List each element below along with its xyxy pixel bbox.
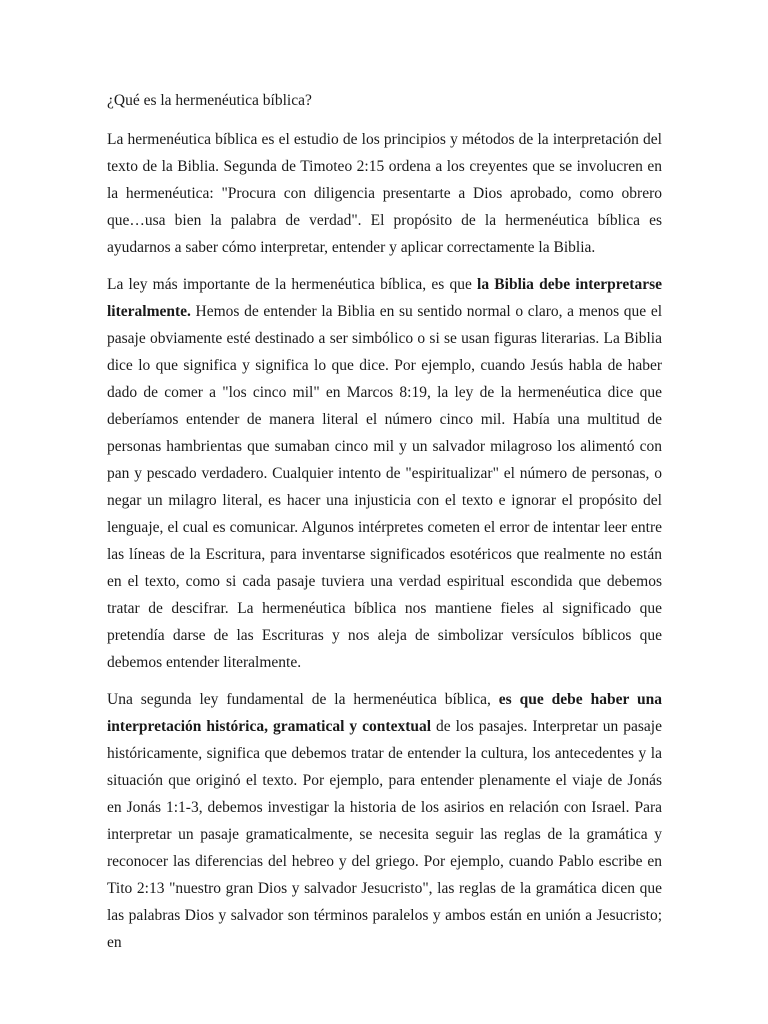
paragraph-2 — [107, 271, 662, 676]
document-heading: ¿Qué es la hermenéutica bíblica? — [107, 92, 312, 109]
paragraph-3 — [107, 686, 662, 956]
paragraph-1: La hermenéutica bíblica es el estudio de los principios y métodos de la interpretación del texto de la Biblia. Segunda de Timoteo 2:15 ordena a los creyentes que se involucren en la hermenéutica: "Procura con diligencia presentarte a Dios aprobado, como obrero que…usa bien la palabra de verdad". El propósito de la hermenéutica bíblica es ayudarnos a saber cómo interpretar, entender y aplicar correctamente la Biblia. — [107, 131, 662, 256]
paragraph-3-bold: es que debe haber una interpretación histórica, gramatical y contextual — [107, 691, 662, 735]
paragraph-2-rest: Hemos de entender la Biblia en su sentido normal o claro, a menos que el pasaje obviamente esté destinado a ser simbólico o si se usan figuras literarias. La Biblia dice lo que significa y significa lo que dice. Por ejemplo, cuando Jesús habla de haber dado de comer a "los cinco mil" en Marcos 8:19, la ley de la hermenéutica dice que deberíamos entender de manera literal el número cinco mil. Había una multitud de personas hambrientas que sumaban cinco mil y un salvador milagroso los alimentó con pan y pescado verdadero. Cualquier intento de "espiritualizar" el número de personas, o negar un milagro literal, es hacer una injusticia con el texto e ignorar el propósito del lenguaje, el cual es comunicar. Algunos intérpretes cometen el error de intentar leer entre las líneas de la Escritura, para inventarse significados esotéricos que realmente no están en el texto, como si cada pasaje tuviera una verdad espiritual escondida que debemos tratar de descifrar. La hermenéutica bíblica nos mantiene fieles al significado que pretendía darse de las Escrituras y nos aleja de simbolizar versículos bíblicos que debemos entender literalmente. — [107, 303, 662, 671]
paragraph-2-intro: La ley más importante de la hermenéutica bíblica, es que — [107, 276, 478, 293]
paragraph-3-rest: de los pasajes. Interpretar un pasaje históricamente, significa que debemos tratar de entender la cultura, los antecedentes y la situación que originó el texto. Por ejemplo, para entender plenamente el viaje de Jonás en Jonás 1:1-3, debemos investigar la historia de los asirios en relación con Israel. Para interpretar un pasaje gramaticalmente, se necesita seguir las reglas de la gramática y reconocer las diferencias del hebreo y del griego. Por ejemplo, cuando Pablo escribe en Tito 2:13 "nuestro gran Dios y salvador Jesucristo", las reglas de la gramática dicen que las palabras Dios y salvador son términos paralelos y ambos están en unión a Jesucristo; en — [107, 718, 662, 951]
paragraph-3-intro: Una segunda ley fundamental de la hermenéutica bíblica, — [107, 691, 499, 708]
paragraph-2-bold: la Biblia debe interpretarse literalmente. — [107, 276, 662, 320]
document-page — [107, 88, 662, 966]
